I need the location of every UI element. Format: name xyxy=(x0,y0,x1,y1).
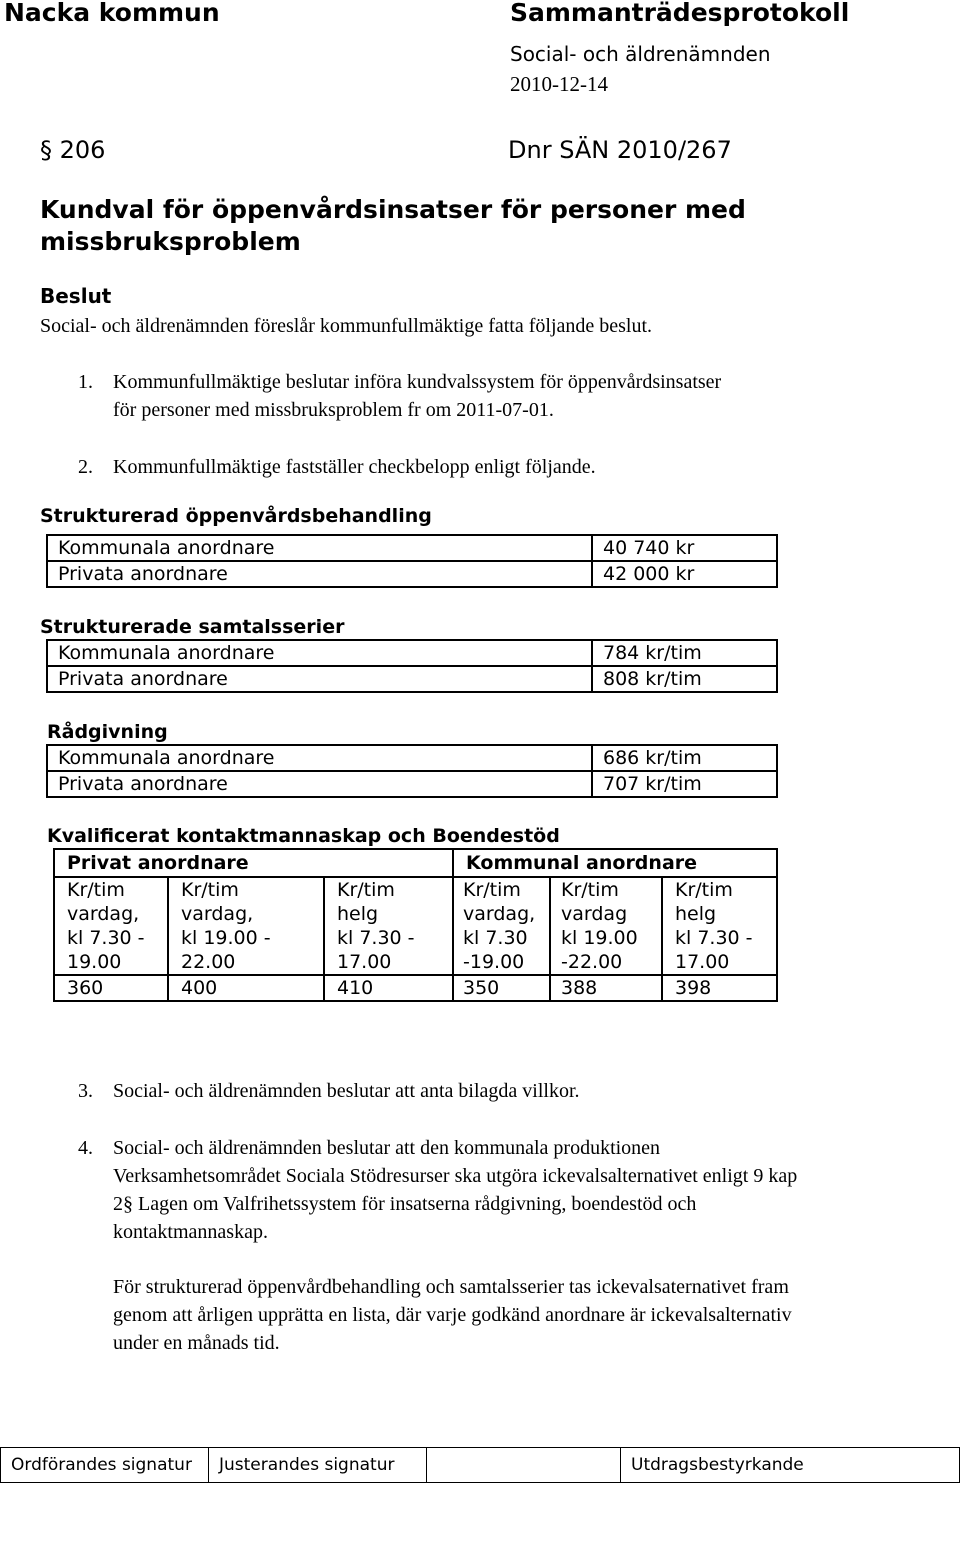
column-header xyxy=(54,877,168,975)
price-cell: 388 xyxy=(550,975,662,1001)
meeting-date: 2010-12-14 xyxy=(510,72,608,96)
item-2-text: Kommunfullmäktige fastställer checkbelopp enligt följande. xyxy=(113,456,596,478)
column-header-line: helg xyxy=(337,903,379,925)
decision-intro: Social- och äldrenämnden föreslår kommunfullmäktige fatta följande beslut. xyxy=(40,315,653,337)
column-header xyxy=(662,877,777,975)
signature-table xyxy=(0,1447,960,1483)
column-header-line: kl 7.30 - xyxy=(67,927,145,949)
table-row xyxy=(47,745,777,771)
blank-signature-box xyxy=(427,1448,621,1483)
group-municipal-header: Kommunal anordnare xyxy=(453,849,777,877)
row-label: Privata anordnare xyxy=(47,666,592,692)
paragraph-number: § 206 xyxy=(40,136,106,164)
item-4-line-1: Social- och äldrenämnden beslutar att den kommunala produktionen xyxy=(113,1137,661,1159)
column-header-line: vardag, xyxy=(181,903,254,925)
row-label: Privata anordnare xyxy=(47,561,592,587)
row-value: 40 740 kr xyxy=(592,535,777,561)
column-header-line: -19.00 xyxy=(463,951,525,973)
column-header-line: 19.00 xyxy=(67,951,122,973)
item-3-number: 3. xyxy=(78,1080,93,1102)
row-label: Privata anordnare xyxy=(47,771,592,797)
price-cell: 410 xyxy=(324,975,453,1001)
item-4-number: 4. xyxy=(78,1137,93,1159)
decision-heading: Beslut xyxy=(40,284,112,308)
row-label: Kommunala anordnare xyxy=(47,745,592,771)
row-value: 686 kr/tim xyxy=(592,745,777,771)
column-header xyxy=(324,877,453,975)
column-header-line: Kr/tim xyxy=(561,879,619,901)
section-structured-treatment-heading: Strukturerad öppenvårdsbehandling xyxy=(40,505,432,527)
table-row xyxy=(47,535,777,561)
column-header-line: Kr/tim xyxy=(181,879,239,901)
column-header-line: Kr/tim xyxy=(337,879,395,901)
paragraph-line-3: under en månads tid. xyxy=(113,1332,280,1354)
adjuster-signature-box: Justerandes signatur xyxy=(209,1448,427,1483)
column-header-line: Kr/tim xyxy=(675,879,733,901)
table-row xyxy=(47,640,777,666)
counseling-table xyxy=(46,744,778,798)
chair-signature-box: Ordförandes signatur xyxy=(1,1448,209,1483)
column-header xyxy=(453,877,550,975)
section-contact-support-heading: Kvalificerat kontaktmannaskap och Boendestöd xyxy=(47,825,560,847)
section-counseling-heading: Rådgivning xyxy=(47,721,168,743)
document-type: Sammanträdesprotokoll xyxy=(510,0,850,27)
conversation-series-table xyxy=(46,639,778,693)
table-row xyxy=(47,666,777,692)
price-cell: 400 xyxy=(168,975,324,1001)
item-4-line-3: 2§ Lagen om Valfrihetssystem för insatserna rådgivning, boendestöd och xyxy=(113,1193,697,1215)
column-header-line: kl 19.00 xyxy=(561,927,638,949)
price-cell: 398 xyxy=(662,975,777,1001)
row-value: 42 000 kr xyxy=(592,561,777,587)
paragraph-line-1: För strukturerad öppenvårdbehandling och samtalsserier tas ickevalsaternativet fram xyxy=(113,1276,789,1298)
column-header-line: kl 7.30 - xyxy=(337,927,415,949)
item-1-line-2: för personer med missbruksproblem fr om 2011-07-01. xyxy=(113,399,554,421)
section-conversation-series-heading: Strukturerade samtalsserier xyxy=(40,616,345,638)
item-2-number: 2. xyxy=(78,456,93,478)
structured-treatment-table xyxy=(46,534,778,588)
column-header-line: kl 7.30 - xyxy=(675,927,753,949)
extract-certification-box: Utdragsbestyrkande xyxy=(621,1448,960,1483)
column-header-line: Kr/tim xyxy=(67,879,125,901)
case-title-line-2: missbruksproblem xyxy=(40,227,301,256)
case-title-line-1: Kundval för öppenvårdsinsatser för personer med xyxy=(40,195,746,224)
table-row xyxy=(54,975,777,1001)
column-header-line: 17.00 xyxy=(675,951,730,973)
row-value: 808 kr/tim xyxy=(592,666,777,692)
case-dnr: Dnr SÄN 2010/267 xyxy=(508,136,732,164)
column-header-line: 17.00 xyxy=(337,951,392,973)
column-header xyxy=(550,877,662,975)
committee-name: Social- och äldrenämnden xyxy=(510,42,771,66)
price-cell: 360 xyxy=(54,975,168,1001)
table-row xyxy=(54,877,777,975)
table-row xyxy=(47,771,777,797)
row-value: 707 kr/tim xyxy=(592,771,777,797)
price-cell: 350 xyxy=(453,975,550,1001)
item-1-number: 1. xyxy=(78,371,93,393)
column-header xyxy=(168,877,324,975)
column-header-line: vardag, xyxy=(463,903,536,925)
organization-name: Nacka kommun xyxy=(4,0,220,27)
paragraph-line-2: genom att årligen upprätta en lista, där varje godkänd anordnare är ickevalsalternativ xyxy=(113,1304,792,1326)
contact-support-table xyxy=(53,848,778,1002)
row-label: Kommunala anordnare xyxy=(47,535,592,561)
column-header-line: helg xyxy=(675,903,717,925)
item-4-line-2: Verksamhetsområdet Sociala Stödresurser ska utgöra ickevalsalternativet enligt 9 kap xyxy=(113,1165,798,1187)
column-header-line: kl 19.00 - xyxy=(181,927,271,949)
column-header-line: 22.00 xyxy=(181,951,236,973)
row-value: 784 kr/tim xyxy=(592,640,777,666)
table-row xyxy=(47,561,777,587)
group-private-header: Privat anordnare xyxy=(54,849,453,877)
item-4-line-4: kontaktmannaskap. xyxy=(113,1221,268,1243)
table-header-row xyxy=(54,849,777,877)
column-header-line: kl 7.30 xyxy=(463,927,528,949)
item-3-text: Social- och äldrenämnden beslutar att anta bilagda villkor. xyxy=(113,1080,580,1102)
column-header-line: -22.00 xyxy=(561,951,623,973)
signature-row xyxy=(1,1448,960,1483)
column-header-line: Kr/tim xyxy=(463,879,521,901)
column-header-line: vardag xyxy=(561,903,628,925)
item-1-line-1: Kommunfullmäktige beslutar införa kundvalssystem för öppenvårdsinsatser xyxy=(113,371,722,393)
row-label: Kommunala anordnare xyxy=(47,640,592,666)
column-header-line: vardag, xyxy=(67,903,140,925)
